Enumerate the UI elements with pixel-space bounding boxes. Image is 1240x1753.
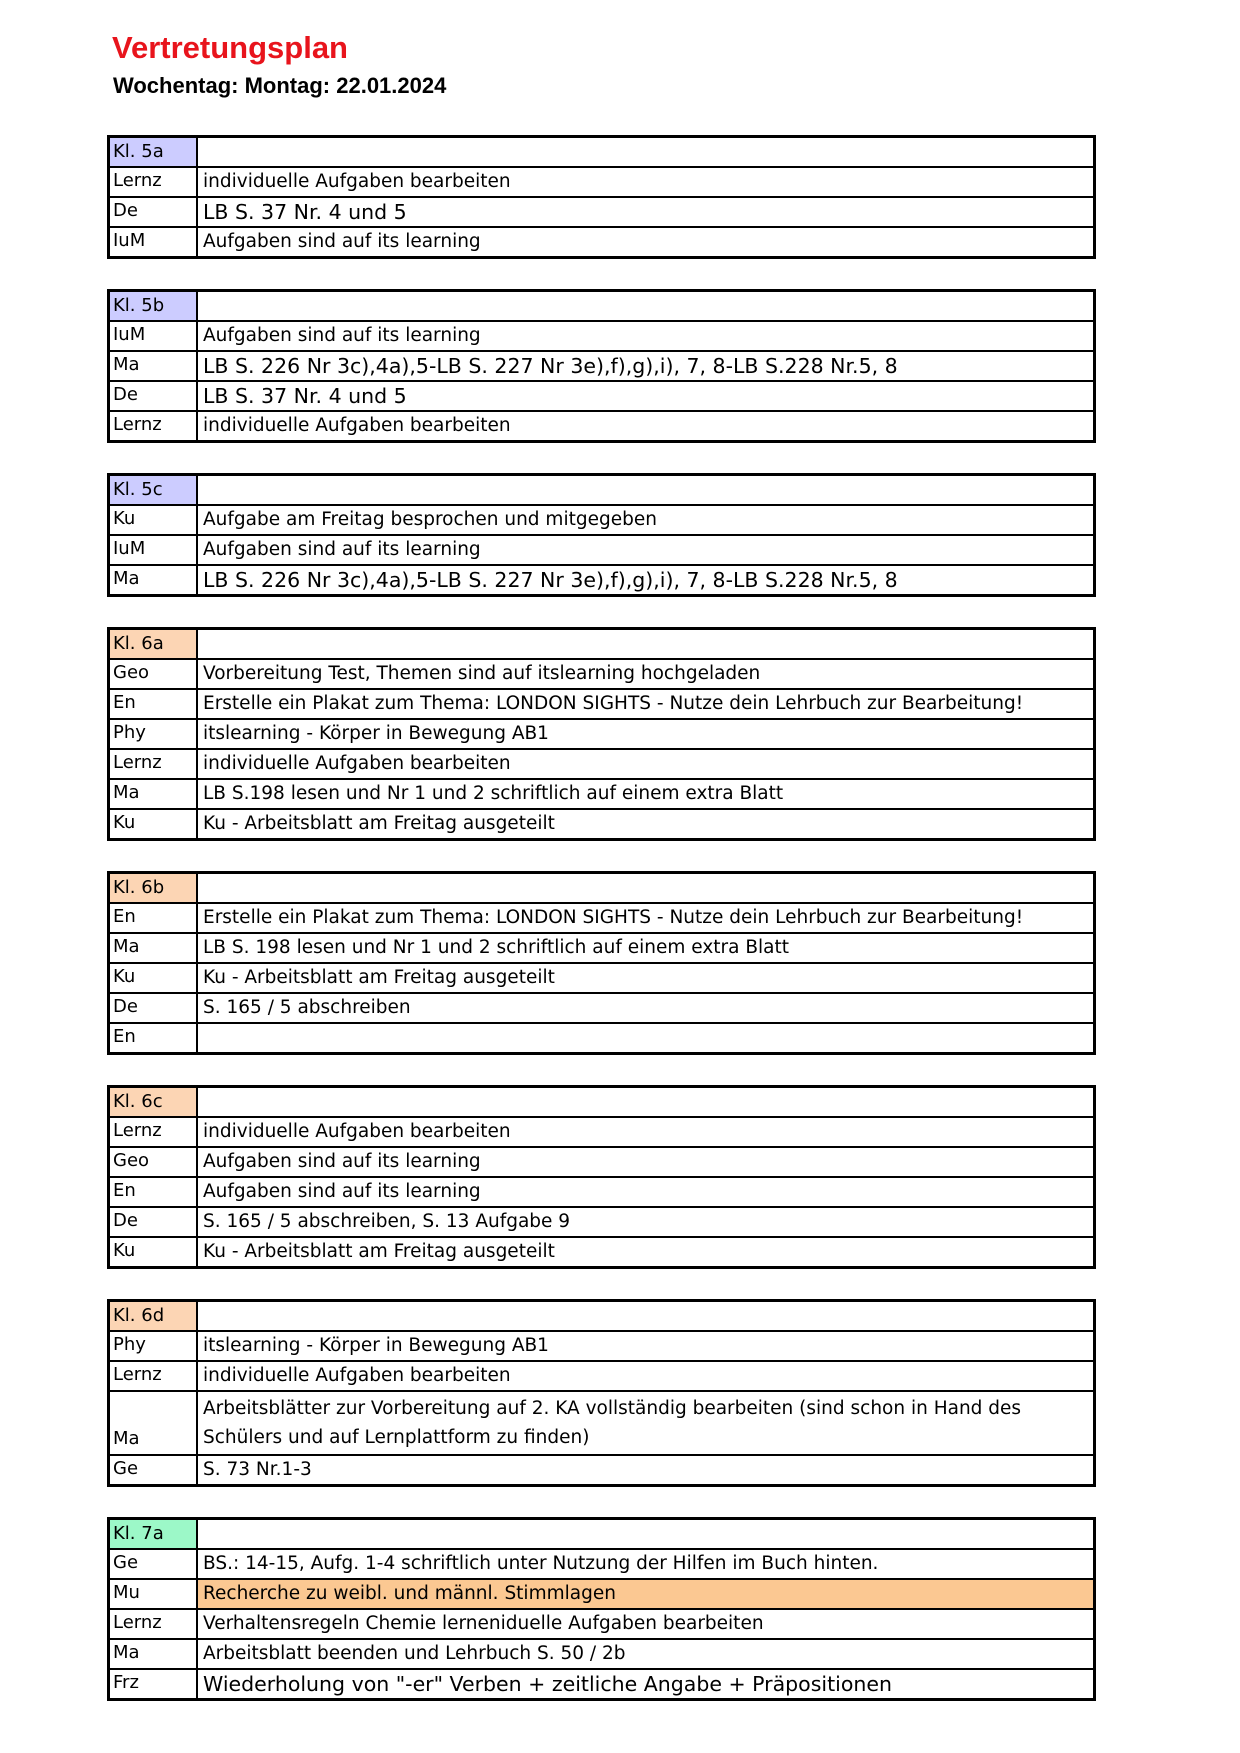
class-header-empty xyxy=(198,630,1093,658)
task-cell: BS.: 14-15, Aufg. 1-4 schriftlich unter Nutzung der Hilfen im Buch hinten. xyxy=(203,1553,879,1574)
table-row xyxy=(110,350,1093,380)
task-cell: individuelle Aufgaben bearbeiten xyxy=(203,171,511,192)
class-label: Kl. 6d xyxy=(110,1302,198,1330)
table-row xyxy=(110,1390,1093,1454)
class-header-row xyxy=(110,292,1093,320)
subject-cell: Ma xyxy=(110,934,198,962)
table-row xyxy=(110,808,1093,838)
task-cell: Aufgabe am Freitag besprochen und mitgegeben xyxy=(203,509,657,530)
subject-cell: Lernz xyxy=(110,1362,198,1390)
task-cell: individuelle Aufgaben bearbeiten xyxy=(203,1365,511,1386)
class-label: Kl. 7a xyxy=(110,1520,198,1548)
class-header-empty xyxy=(198,1302,1093,1330)
table-row xyxy=(110,992,1093,1022)
subject-cell: De xyxy=(110,994,198,1022)
subject-cell: Ma xyxy=(110,1392,198,1454)
table-row xyxy=(110,1236,1093,1266)
task-cell: itslearning - Körper in Bewegung AB1 xyxy=(203,1335,549,1356)
subject-cell: Phy xyxy=(110,1332,198,1360)
table-row xyxy=(110,1668,1093,1698)
subject-cell: Ma xyxy=(110,1640,198,1668)
table-row xyxy=(110,1548,1093,1578)
table-row xyxy=(110,320,1093,350)
class-label: Kl. 5b xyxy=(110,292,198,320)
task-cell: Ku - Arbeitsblatt am Freitag ausgeteilt xyxy=(203,967,555,988)
table-row xyxy=(110,1578,1093,1608)
subject-cell: IuM xyxy=(110,228,198,256)
table-row xyxy=(110,380,1093,410)
class-block-7a xyxy=(107,1517,1096,1701)
class-header-row xyxy=(110,1520,1093,1548)
task-cell: Arbeitsblätter zur Vorbereitung auf 2. KA vollständig bearbeiten (sind schon in Hand des Schülers und auf Lernplattform zu finden) xyxy=(203,1398,1022,1448)
task-cell: individuelle Aufgaben bearbeiten xyxy=(203,753,511,774)
subject-cell: Ma xyxy=(110,566,198,594)
table-row xyxy=(110,658,1093,688)
subject-cell: En xyxy=(110,904,198,932)
class-header-empty xyxy=(198,476,1093,504)
class-header-row xyxy=(110,476,1093,504)
subject-cell: Ge xyxy=(110,1550,198,1578)
task-cell xyxy=(198,1024,1093,1052)
class-block-6c xyxy=(107,1085,1096,1269)
table-row xyxy=(110,410,1093,440)
table-row xyxy=(110,1116,1093,1146)
task-cell: Wiederholung von "-er" Verben + zeitliche Angabe + Präpositionen xyxy=(203,1672,892,1696)
table-row xyxy=(110,166,1093,196)
class-label: Kl. 6a xyxy=(110,630,198,658)
subject-cell: IuM xyxy=(110,322,198,350)
task-cell: Erstelle ein Plakat zum Thema: LONDON SIGHTS - Nutze dein Lehrbuch zur Bearbeitung! xyxy=(203,907,1024,928)
task-cell: S. 165 / 5 abschreiben, S. 13 Aufgabe 9 xyxy=(203,1211,571,1232)
subject-cell: En xyxy=(110,1024,198,1052)
task-cell: LB S. 37 Nr. 4 und 5 xyxy=(203,200,407,224)
subject-cell: Frz xyxy=(110,1670,198,1698)
task-cell: individuelle Aufgaben bearbeiten xyxy=(203,415,511,436)
subject-cell: Ku xyxy=(110,964,198,992)
class-header-row xyxy=(110,630,1093,658)
table-row xyxy=(110,902,1093,932)
table-row xyxy=(110,1360,1093,1390)
task-cell: LB S.198 lesen und Nr 1 und 2 schriftlich auf einem extra Blatt xyxy=(203,783,784,804)
class-header-row xyxy=(110,1302,1093,1330)
task-cell: Aufgaben sind auf its learning xyxy=(203,1151,481,1172)
table-row xyxy=(110,196,1093,226)
task-cell: LB S. 37 Nr. 4 und 5 xyxy=(203,384,407,408)
task-cell: Ku - Arbeitsblatt am Freitag ausgeteilt xyxy=(203,1241,555,1262)
task-cell: Ku - Arbeitsblatt am Freitag ausgeteilt xyxy=(203,813,555,834)
subject-cell: Mu xyxy=(110,1580,198,1608)
subject-cell: Lernz xyxy=(110,412,198,440)
class-label: Kl. 5a xyxy=(110,138,198,166)
subject-cell: Lernz xyxy=(110,1118,198,1146)
table-row xyxy=(110,718,1093,748)
subject-cell: IuM xyxy=(110,536,198,564)
task-cell: Vorbereitung Test, Themen sind auf itslearning hochgeladen xyxy=(203,663,761,684)
task-cell-highlighted: Recherche zu weibl. und männl. Stimmlagen xyxy=(198,1580,1093,1608)
table-row xyxy=(110,932,1093,962)
table-row xyxy=(110,962,1093,992)
task-cell: Aufgaben sind auf its learning xyxy=(203,325,481,346)
class-header-empty xyxy=(198,1520,1093,1548)
subject-cell: Lernz xyxy=(110,750,198,778)
subject-cell: Geo xyxy=(110,660,198,688)
table-row xyxy=(110,504,1093,534)
subject-cell: De xyxy=(110,198,198,226)
subject-cell: Lernz xyxy=(110,168,198,196)
subject-cell: Ku xyxy=(110,506,198,534)
task-cell: individuelle Aufgaben bearbeiten xyxy=(203,1121,511,1142)
task-cell: LB S. 198 lesen und Nr 1 und 2 schriftlich auf einem extra Blatt xyxy=(203,937,790,958)
class-header-empty xyxy=(198,138,1093,166)
class-header-row xyxy=(110,1088,1093,1116)
class-label: Kl. 5c xyxy=(110,476,198,504)
task-cell: Aufgaben sind auf its learning xyxy=(203,539,481,560)
subject-cell: Lernz xyxy=(110,1610,198,1638)
task-cell: Erstelle ein Plakat zum Thema: LONDON SIGHTS - Nutze dein Lehrbuch zur Bearbeitung! xyxy=(203,693,1024,714)
subject-cell: Geo xyxy=(110,1148,198,1176)
task-cell: Aufgaben sind auf its learning xyxy=(203,1181,481,1202)
table-row xyxy=(110,1330,1093,1360)
table-row xyxy=(110,534,1093,564)
table-row xyxy=(110,688,1093,718)
class-header-empty xyxy=(198,874,1093,902)
subject-cell: De xyxy=(110,382,198,410)
task-cell: Aufgaben sind auf its learning xyxy=(203,231,481,252)
class-header-empty xyxy=(198,292,1093,320)
table-row xyxy=(110,1022,1093,1052)
table-row xyxy=(110,1176,1093,1206)
class-block-6b xyxy=(107,871,1096,1055)
table-row xyxy=(110,748,1093,778)
subject-cell: Ge xyxy=(110,1456,198,1484)
table-row xyxy=(110,564,1093,594)
task-cell: itslearning - Körper in Bewegung AB1 xyxy=(203,723,549,744)
task-cell: LB S. 226 Nr 3c),4a),5-LB S. 227 Nr 3e),f),g),i), 7, 8-LB S.228 Nr.5, 8 xyxy=(203,568,898,592)
class-header-row xyxy=(110,138,1093,166)
subject-cell: Ma xyxy=(110,352,198,380)
subject-cell: Ma xyxy=(110,780,198,808)
class-block-6a xyxy=(107,627,1096,841)
subject-cell: Ku xyxy=(110,1238,198,1266)
page-title: Vertretungsplan xyxy=(112,30,348,65)
class-label: Kl. 6b xyxy=(110,874,198,902)
task-cell: S. 73 Nr.1-3 xyxy=(203,1459,312,1480)
task-cell: Arbeitsblatt beenden und Lehrbuch S. 50 / 2b xyxy=(203,1643,626,1664)
class-header-empty xyxy=(198,1088,1093,1116)
task-cell: S. 165 / 5 abschreiben xyxy=(203,997,411,1018)
table-row xyxy=(110,1638,1093,1668)
class-block-6d xyxy=(107,1299,1096,1487)
substitution-tables xyxy=(107,135,1096,1731)
subject-cell: De xyxy=(110,1208,198,1236)
table-row xyxy=(110,1206,1093,1236)
task-cell: Verhaltensregeln Chemie lerneniduelle Aufgaben bearbeiten xyxy=(203,1613,764,1634)
table-row xyxy=(110,1146,1093,1176)
task-cell: LB S. 226 Nr 3c),4a),5-LB S. 227 Nr 3e),f),g),i), 7, 8-LB S.228 Nr.5, 8 xyxy=(203,354,898,378)
class-label: Kl. 6c xyxy=(110,1088,198,1116)
class-header-row xyxy=(110,874,1093,902)
page-subtitle-date: Wochentag: Montag: 22.01.2024 xyxy=(113,73,447,98)
table-row xyxy=(110,778,1093,808)
class-block-5c xyxy=(107,473,1096,597)
subject-cell: En xyxy=(110,1178,198,1206)
class-block-5b xyxy=(107,289,1096,443)
table-row xyxy=(110,1454,1093,1484)
subject-cell: En xyxy=(110,690,198,718)
subject-cell: Phy xyxy=(110,720,198,748)
class-block-5a xyxy=(107,135,1096,259)
table-row xyxy=(110,226,1093,256)
subject-cell: Ku xyxy=(110,810,198,838)
table-row xyxy=(110,1608,1093,1638)
